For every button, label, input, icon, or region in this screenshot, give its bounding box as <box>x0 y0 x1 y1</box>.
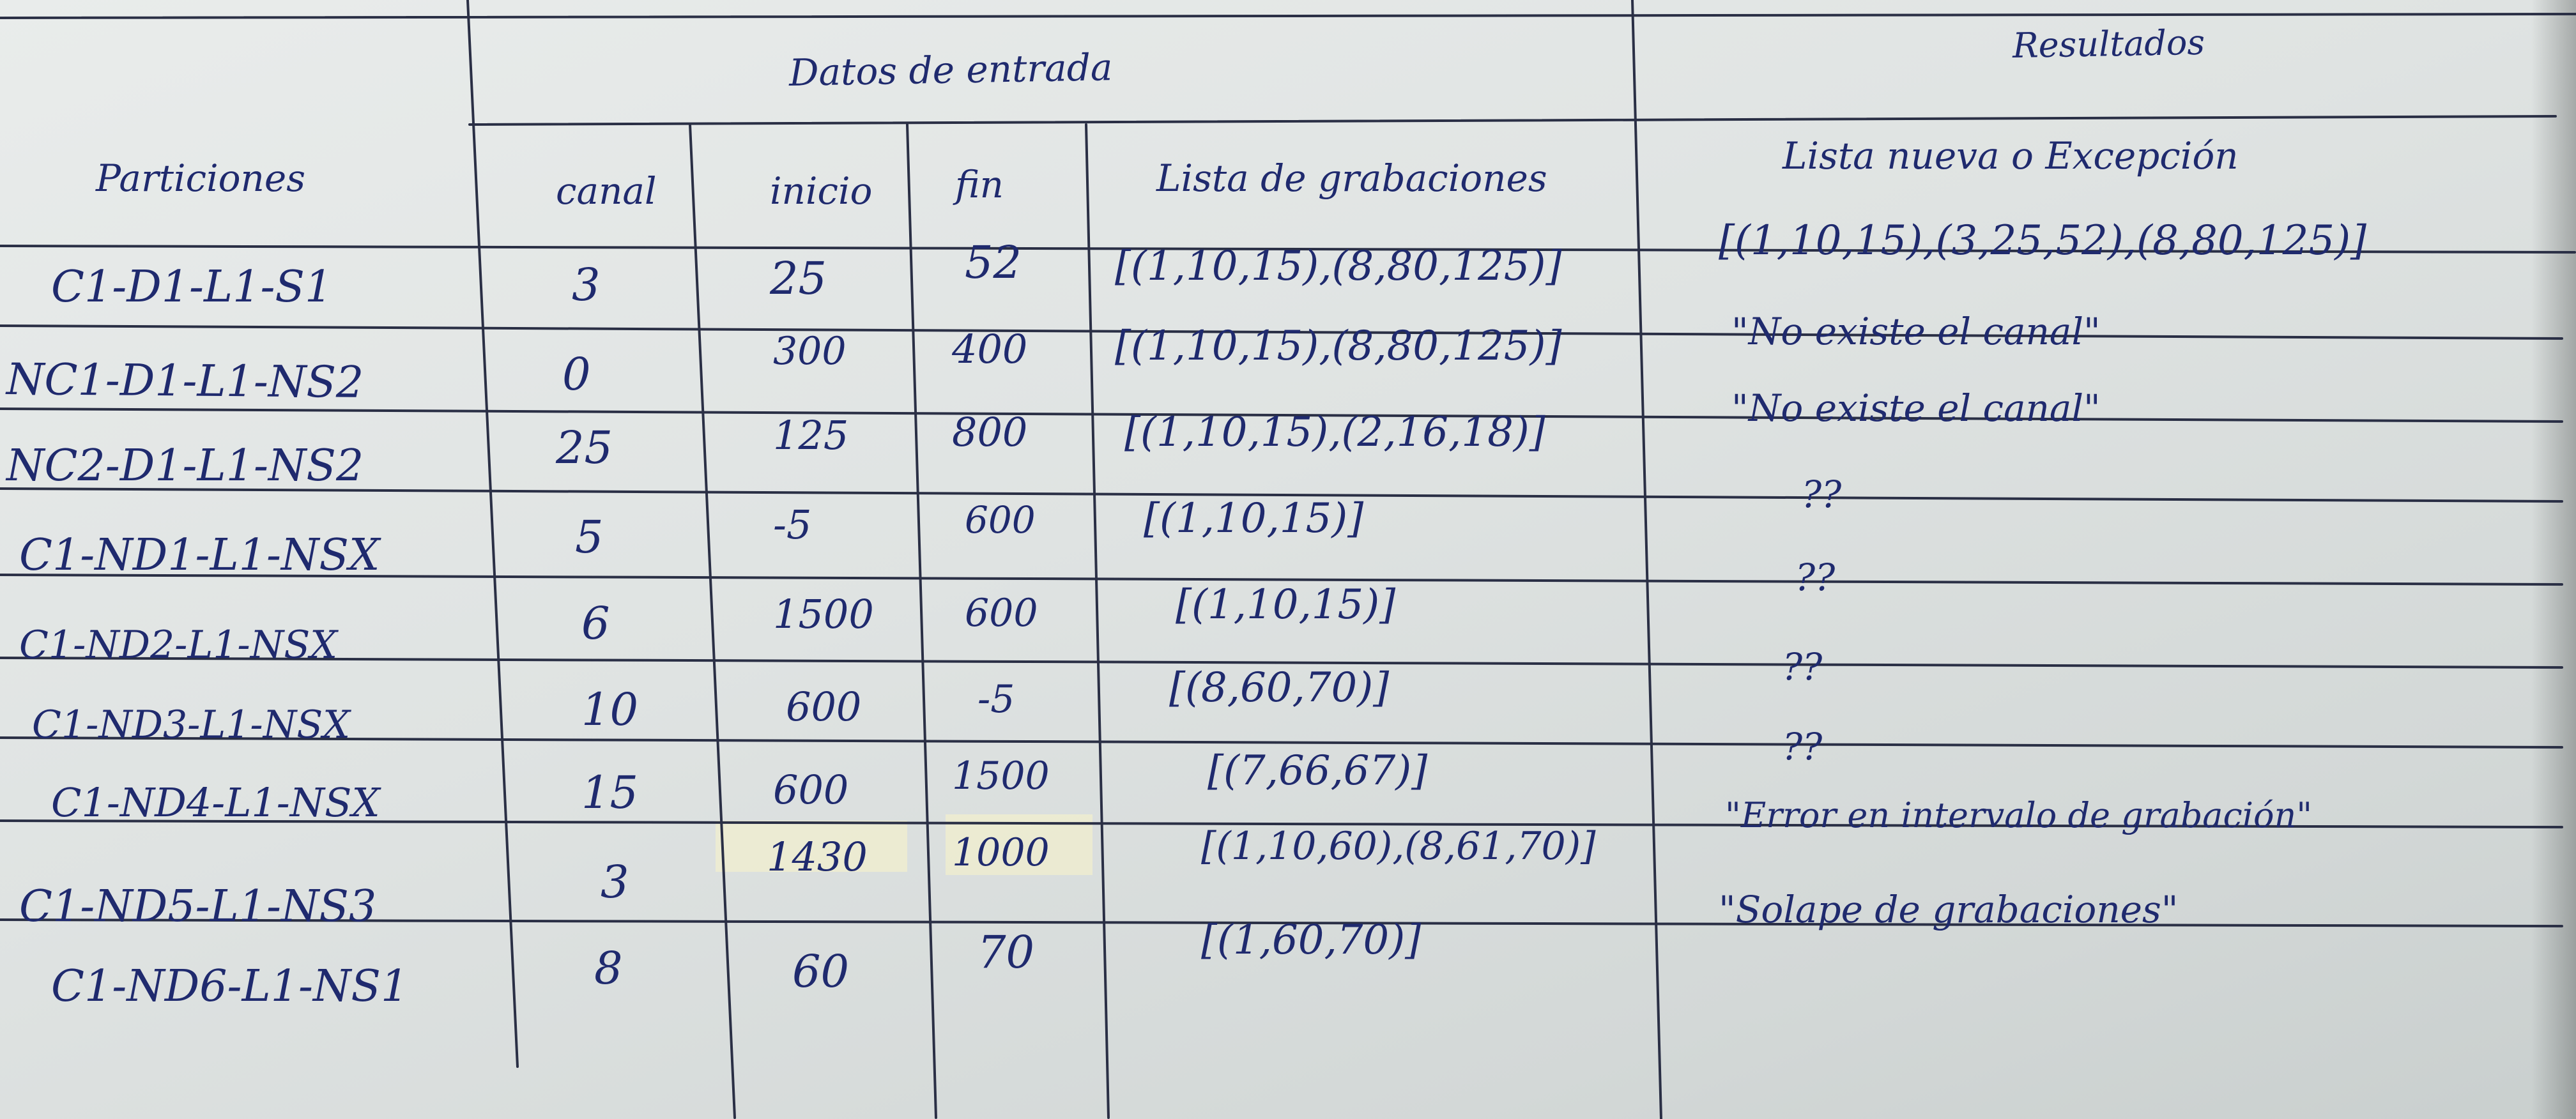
column-header-resultado: Lista nueva o Excepción <box>1782 134 2239 178</box>
fin-cell: 600 <box>965 498 1036 542</box>
column-header-inicio: inicio <box>770 169 873 213</box>
lista-cell: [(1,10,15)] <box>1176 581 1396 628</box>
lista-cell: [(1,60,70)] <box>1201 917 1422 964</box>
pattern-cell: C1-ND5-L1-NS3 <box>19 881 377 932</box>
resultado-cell: [(1,10,15),(3,25,52),(8,80,125)] <box>1719 217 2366 264</box>
lista-cell: [(1,10,15)] <box>1144 495 1364 542</box>
fin-cell: 400 <box>952 326 1028 372</box>
pattern-cell: C1-ND3-L1-NSX <box>32 703 351 747</box>
inicio-cell: 1500 <box>773 591 874 637</box>
fin-cell: 52 <box>965 236 1022 289</box>
inicio-cell: -5 <box>773 501 812 548</box>
canal-cell: 8 <box>594 942 623 994</box>
inicio-cell: 600 <box>786 683 862 730</box>
pattern-cell: C1-D1-L1-S1 <box>51 262 333 312</box>
pattern-cell: NC2-D1-L1-NS2 <box>6 441 364 491</box>
resultado-cell: "Error en intervalo de grabación" <box>1725 795 2313 835</box>
results-group-header: Resultados <box>2012 22 2205 66</box>
lista-cell: [(1,10,15),(8,80,125)] <box>1115 243 1562 290</box>
column-header-canal: canal <box>556 169 657 213</box>
fin-cell: 1000 <box>952 830 1050 875</box>
resultado-cell: ?? <box>1795 556 1836 599</box>
column-header-patterns: Particiones <box>96 156 305 200</box>
fin-cell: 1500 <box>952 754 1050 798</box>
canal-cell: 0 <box>562 348 591 400</box>
canal-cell: 3 <box>601 856 629 908</box>
lista-cell: [(1,10,15),(8,80,125)] <box>1115 323 1562 370</box>
resultado-cell: "No existe el canal" <box>1731 310 2101 353</box>
fin-cell: 800 <box>952 409 1028 455</box>
resultado-cell: ?? <box>1802 473 1842 516</box>
column-header-fin: fin <box>955 163 1004 206</box>
canal-cell: 15 <box>581 766 639 819</box>
inicio-cell: 125 <box>773 412 849 459</box>
canal-cell: 3 <box>572 259 601 311</box>
pattern-cell: C1-ND2-L1-NSX <box>19 623 338 667</box>
inicio-cell: 600 <box>773 766 849 813</box>
inicio-cell: 60 <box>792 945 850 998</box>
inicio-cell: 25 <box>770 252 827 305</box>
canal-cell: 5 <box>575 511 604 563</box>
canal-cell: 25 <box>556 422 613 474</box>
pattern-cell: C1-ND6-L1-NS1 <box>51 961 409 1012</box>
pattern-cell: NC1-D1-L1-NS2 <box>6 354 364 408</box>
lista-cell: [(8,60,70)] <box>1169 664 1390 712</box>
inputs-group-header: Datos de entrada <box>788 45 1113 95</box>
canal-cell: 10 <box>581 683 639 736</box>
lista-cell: [(7,66,67)] <box>1208 747 1428 795</box>
resultado-cell: "Solape de grabaciones" <box>1719 888 2179 931</box>
resultado-cell: ?? <box>1782 645 1823 689</box>
resultado-cell: ?? <box>1782 725 1823 768</box>
resultado-cell: "No existe el canal" <box>1731 386 2101 430</box>
lista-cell: [(1,10,60),(8,61,70)] <box>1201 824 1596 869</box>
inicio-cell: 1430 <box>767 834 868 880</box>
fin-cell: 70 <box>977 926 1035 978</box>
fin-cell: -5 <box>977 677 1015 722</box>
inicio-cell: 300 <box>773 329 847 374</box>
fin-cell: 600 <box>965 591 1038 636</box>
column-header-lista: Lista de grabaciones <box>1156 156 1547 200</box>
pattern-cell: C1-ND4-L1-NSX <box>51 779 380 826</box>
canal-cell: 6 <box>581 597 610 650</box>
lista-cell: [(1,10,15),(2,16,18)] <box>1124 409 1545 456</box>
pattern-cell: C1-ND1-L1-NSX <box>19 530 380 581</box>
